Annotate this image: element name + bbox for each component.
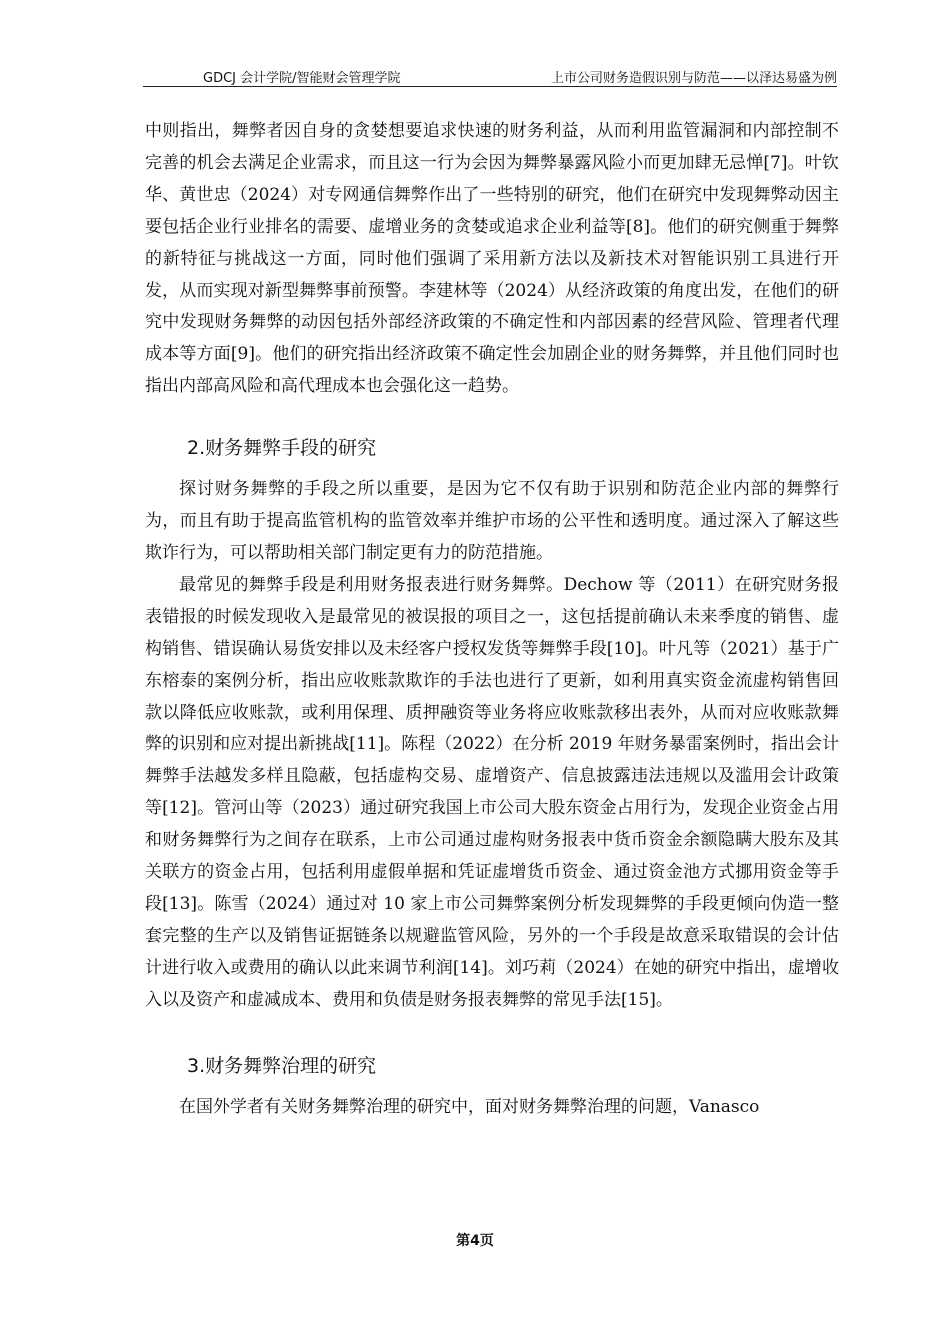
header-left: GDCJ 会计学院/智能财会管理学院 <box>203 71 401 86</box>
page-header <box>143 64 837 87</box>
body-paragraph: 探讨财务舞弊的手段之所以重要，是因为它不仅有助于识别和防范企业内部的舞弊行为，而且有助于提高监管机构的监管效率并维护市场的公平性和透明度。通过深入了解这些欺诈行为，可以帮助相关部门制定更有力的防范措施。 <box>145 479 839 563</box>
header-right: 上市公司财务造假识别与防范——以泽达易盛为例 <box>550 71 837 86</box>
body-paragraph: 最常见的舞弊手段是利用财务报表进行财务舞弊。Dechow 等（2011）在研究财务报表错报的时候发现收入是最常见的被误报的项目之一，这包括提前确认未来季度的销售、虚构销售、错误确认易货安排以及未经客户授权发货等舞弊手段[10]。叶凡等（2021）基于广东榕泰的案例分析，指出应收账款欺诈的手法也进行了更新，如利用真实资金流虚构销售回款以降低应收账款，或利用保理、质押融资等业务将应收账款移出表外，从而对应收账款舞弊的识别和应对提出新挑战[11]。陈程（2022）在分析 2019 年财务暴雷案例时，指出会计舞弊手法越发多样且隐蔽，包括虚构交易、虚增资产、信息披露违法违规以及滥用会计政策等[12]。管河山等（2023）通过研究我国上市公司大股东资金占用行为，发现企业资金占用和财务舞弊行为之间存在联系，上市公司通过虚构财务报表中货币资金余额隐瞒大股东及其关联方的资金占用，包括利用虚假单据和凭证虚增货币资金、通过资金池方式挪用资金等手段[13]。陈雪（2024）通过对 10 家上市公司舞弊案例分析发现舞弊的手段更倾向伪造一整套完整的生产以及销售证据链条以规避监管风险，另外的一个手段是故意采取错误的会计估计进行收入或费用的确认以此来调节利润[14]。刘巧莉（2024）在她的研究中指出，虚增收入以及资产和虚减成本、费用和负债是财务报表舞弊的常见手法[15]。 <box>145 574 839 1010</box>
section-heading: 2.财务舞弊手段的研究 <box>187 437 377 460</box>
page-body <box>145 116 839 1123</box>
page-number: 第4页 <box>456 1233 494 1249</box>
body-paragraph: 在国外学者有关财务舞弊治理的研究中，面对财务舞弊治理的问题，Vanasco <box>179 1096 760 1117</box>
section-heading: 3.财务舞弊治理的研究 <box>187 1054 377 1077</box>
body-paragraph: 中则指出，舞弊者因自身的贪婪想要追求快速的财务利益，从而利用监管漏洞和内部控制不完善的机会去满足企业需求，而且这一行为会因为舞弊暴露风险小而更加肆无忌惮[7]。叶钦华、黄世忠（2024）对专网通信舞弊作出了一些特别的研究，他们在研究中发现舞弊动因主要包括企业行业排名的需要、虚增业务的贪婪或追求企业利益等[8]。他们的研究侧重于舞弊的新特征与挑战这一方面，同时他们强调了采用新方法以及新技术对智能识别工具进行开发，从而实现对新型舞弊事前预警。李建林等（2024）从经济政策的角度出发，在他们的研究中发现财务舞弊的动因包括外部经济政策的不确定性和内部因素的经营风险、管理者代理成本等方面[9]。他们的研究指出经济政策不确定性会加剧企业的财务舞弊，并且他们同时也指出内部高风险和高代理成本也会强化这一趋势。 <box>145 121 839 397</box>
